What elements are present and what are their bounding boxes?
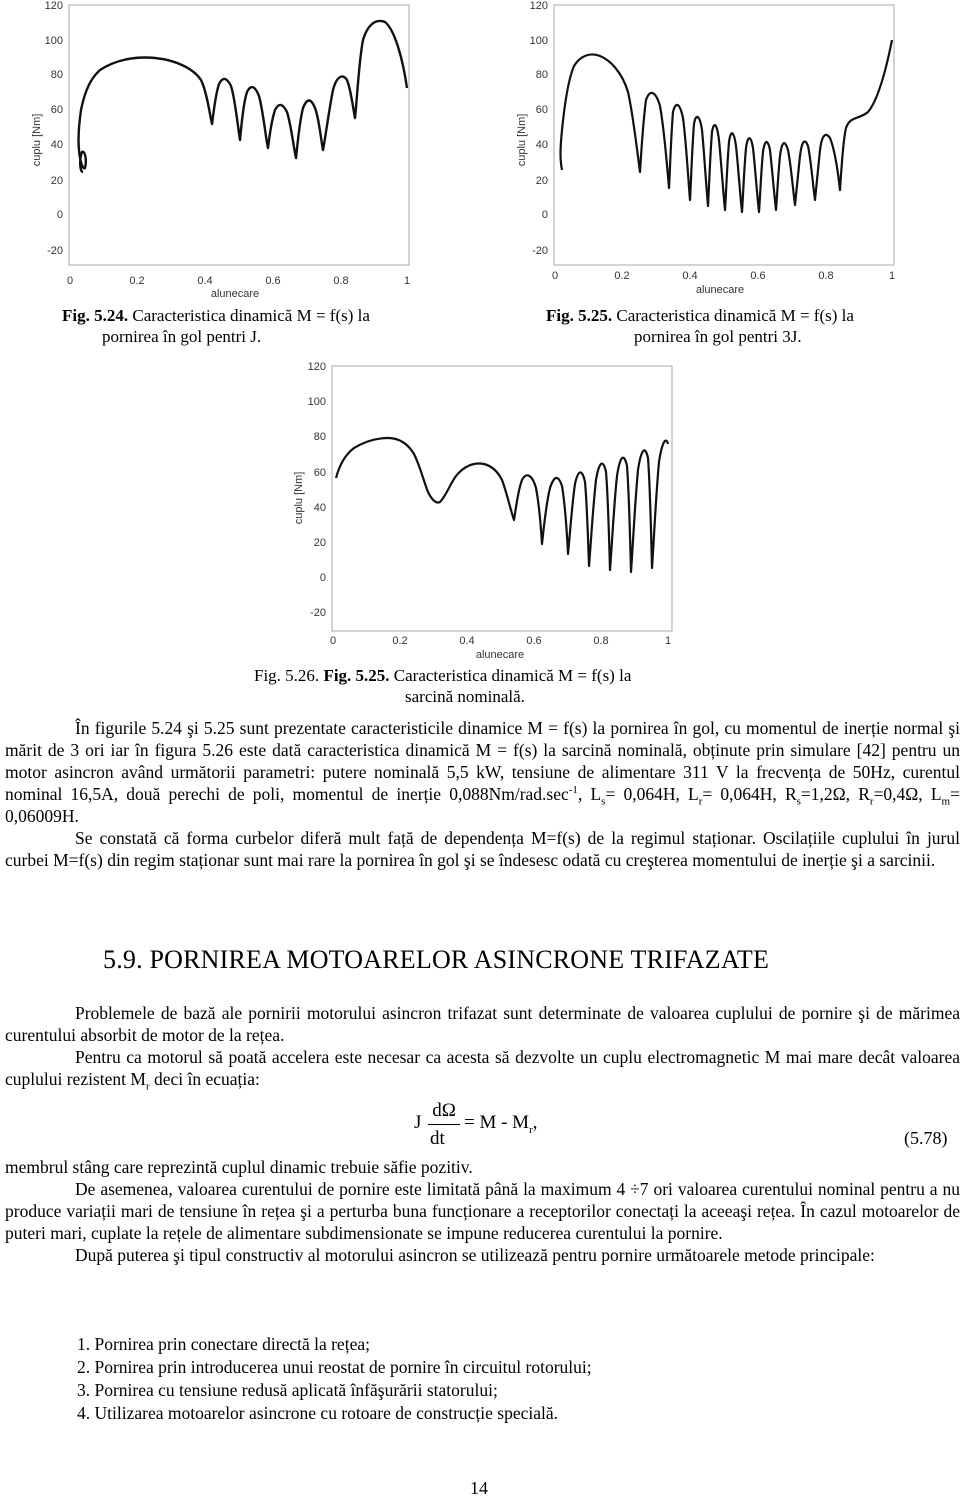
paragraph: Problemele de bază ale pornirii motorului asincron trifazat sunt determinate de valoarea cuplului de pornire şi de mărimea curentului absorbit de motor de la rețea.: [5, 1003, 960, 1045]
y-tick-label: 120: [529, 0, 548, 12]
y-tick-label: 100: [307, 396, 326, 408]
equation-denominator: dt: [430, 1128, 445, 1149]
y-tick-label: 100: [44, 35, 63, 47]
text-run: = 0,064H, R: [702, 784, 797, 804]
caption-text: pornirea în gol pentri 3J.: [634, 327, 802, 346]
text-run: = 0,06009H.: [5, 784, 960, 826]
subscript: s: [796, 795, 801, 808]
x-tick-label: 1: [888, 270, 896, 282]
caption-label: Fig. 5.26.: [254, 666, 324, 685]
y-tick-label: 100: [529, 35, 548, 47]
x-tick-label: 0: [329, 635, 337, 647]
methods-list: [77, 1333, 592, 1425]
y-axis-label: cuplu [Nm]: [31, 113, 43, 167]
section-heading: 5.9. PORNIREA MOTOARELOR ASINCRONE TRIFAZATE: [103, 945, 770, 974]
x-tick-label: 1: [664, 635, 672, 647]
text-run: ,: [532, 1112, 538, 1133]
y-tick-label: 40: [50, 139, 63, 151]
plot-frame: [332, 366, 672, 631]
caption-text: sarcină nominală.: [405, 687, 525, 706]
figure-5-25-caption: [546, 305, 854, 347]
y-tick-label: 0: [319, 572, 326, 584]
x-tick-label: 0.2: [392, 635, 408, 647]
y-ticks: [530, 0, 548, 257]
list-item: 1. Pornirea prin conectare directă la rețea;: [77, 1334, 370, 1354]
y-tick-label: 80: [313, 431, 326, 443]
y-axis-label: cuplu [Nm]: [516, 113, 528, 167]
text-run: = M - M: [464, 1112, 530, 1133]
paragraph: membrul stâng care reprezintă cuplul dinamic trebuie săfie pozitiv.: [5, 1157, 473, 1177]
torque-curve: [336, 438, 668, 572]
subscript: r: [145, 1080, 150, 1093]
y-ticks: [45, 0, 63, 257]
body-text-block-3: [5, 1156, 960, 1266]
fraction-bar: [428, 1124, 460, 1125]
x-tick-label: 0.2: [129, 275, 145, 287]
page-number: 14: [470, 1478, 488, 1498]
text-run: = 0,064H, L: [605, 784, 699, 804]
y-tick-label: 60: [313, 467, 326, 479]
figure-5-24-caption: [62, 305, 370, 347]
torque-curve: [79, 21, 407, 172]
y-tick-label: 20: [535, 175, 548, 187]
x-tick-label: 0.6: [526, 635, 542, 647]
y-tick-label: 60: [535, 104, 548, 116]
x-axis-label: alunecare: [475, 649, 525, 661]
text-run: deci în ecuația:: [149, 1069, 260, 1089]
text-run: Pentru ca motorul să poată accelera este necesar ca acesta să dezvolte un cuplu electromagnetic M mai mare decât valoarea cuplului rezistent M: [5, 1047, 960, 1089]
y-tick-label: 80: [535, 69, 548, 81]
list-item: 2. Pornirea prin introducerea unui reostat de pornire în circuitul rotorului;: [77, 1357, 592, 1377]
paragraph: [5, 717, 960, 827]
y-ticks: [308, 361, 326, 619]
caption-label: Fig. 5.25.: [546, 306, 613, 325]
x-ticks: [330, 635, 671, 647]
x-tick-label: 0.8: [333, 275, 349, 287]
y-tick-label: 120: [307, 361, 326, 373]
x-axis-label: alunecare: [210, 288, 260, 300]
equation-numerator: dΩ: [432, 1100, 456, 1121]
figure-5-24-chart: [25, 0, 420, 300]
x-tick-label: 0.4: [682, 270, 698, 282]
x-ticks: [552, 270, 895, 282]
x-tick-label: 0.6: [750, 270, 766, 282]
equation-rhs: [464, 1112, 538, 1134]
caption-text: Caracteristica dinamică M = f(s) la: [612, 306, 854, 325]
text-run: =1,2Ω, R: [800, 784, 870, 804]
body-text-block-2: [5, 1002, 960, 1093]
x-axis-label: alunecare: [695, 284, 745, 296]
text-run: În figurile 5.24 şi 5.25 sunt prezentate caracteristicile dinamice M = f(s) la pornirea în gol, cu momentul de inerție normal şi mărit de 3 ori iar în figura 5.26 este dată caracteristica dinamică M = f(s) la sarcină nominală, obținute prin simulare [42] pentru un motor asincron având următorii parametri: putere nominală 5,5 kW, tensiune de alimentare 311 V la frecvența de 50Hz, curentul nominal 16,5A, două perechi de poli, momentul de inerție 0,088Nm/rad.sec: [5, 718, 960, 804]
list-item: 4. Utilizarea motoarelor asincrone cu rotoare de construcție specială.: [77, 1403, 559, 1423]
x-tick-label: 0: [551, 270, 559, 282]
equation-number: (5.78): [904, 1128, 948, 1148]
x-tick-label: 0.4: [197, 275, 213, 287]
caption-text: Caracteristica dinamică M = f(s) la: [389, 666, 632, 685]
y-tick-label: 60: [50, 104, 63, 116]
y-axis-label: cuplu [Nm]: [293, 471, 305, 525]
caption-text: Caracteristica dinamică M = f(s) la: [128, 306, 370, 325]
x-tick-label: 0.8: [818, 270, 834, 282]
list-item: 3. Pornirea cu tensiune redusă aplicată înfăşurării statorului;: [77, 1380, 498, 1400]
paragraph: După puterea şi tipul constructiv al motorului asincron se utilizează pentru pornire următoarele metode principale:: [75, 1245, 875, 1265]
caption-text: pornirea în gol pentri J.: [102, 327, 262, 346]
x-tick-label: 0.6: [265, 275, 281, 287]
subscript: r: [529, 1123, 533, 1136]
x-tick-label: 0.8: [593, 635, 609, 647]
y-tick-label: 40: [313, 502, 326, 514]
subscript: r: [698, 795, 703, 808]
y-tick-label: 0: [56, 209, 63, 221]
figure-5-25-chart: [510, 0, 905, 300]
text-run: =0,4Ω, L: [873, 784, 942, 804]
x-tick-label: 0.4: [459, 635, 475, 647]
caption-label: Fig. 5.24.: [62, 306, 129, 325]
subscript: s: [601, 795, 606, 808]
x-tick-label: 0: [66, 275, 74, 287]
y-tick-label: 80: [50, 69, 63, 81]
y-tick-label: -20: [532, 245, 548, 257]
equation-j: J: [414, 1112, 422, 1133]
paragraph: [5, 1046, 960, 1093]
torque-curve: [561, 40, 893, 212]
figure-5-26-caption: [254, 665, 631, 707]
body-text-block-1: [5, 717, 960, 871]
y-tick-label: 20: [313, 537, 326, 549]
y-tick-label: -20: [47, 245, 63, 257]
y-tick-label: -20: [310, 607, 326, 619]
figure-5-26-chart: [270, 358, 690, 663]
subscript: r: [869, 795, 874, 808]
paragraph: De asemenea, valoarea curentului de pornire este limitată până la maximum 4 ÷7 ori valoarea curentului nominal pentru a nu produce variații mari de tensiune în rețea şi a perturba buna funcționare a receptorilor conectați la aceeaşi rețea. În cazul motoarelor de puteri mari, cuplate la rețele de alimentare subdimensionate se impune reducerea curentului la pornire.: [5, 1179, 960, 1243]
x-tick-label: 0.2: [614, 270, 630, 282]
subscript: m: [941, 795, 951, 808]
superscript: -1: [568, 784, 578, 797]
paragraph: Se constată că forma curbelor diferă mult față de dependența M=f(s) de la regimul staționar. Oscilațiile cuplului în jurul curbei M=f(s) din regim staționar sunt mai rare la pornirea în gol şi se îndesesc odată cu creşterea momentului de inerție şi a sarcinii.: [5, 828, 960, 870]
x-tick-label: 1: [403, 275, 411, 287]
caption-label: Fig. 5.25.: [323, 666, 390, 685]
y-tick-label: 0: [541, 209, 548, 221]
x-ticks: [67, 275, 410, 287]
y-tick-label: 40: [535, 139, 548, 151]
text-run: , L: [577, 784, 602, 804]
y-tick-label: 20: [50, 175, 63, 187]
plot-frame: [554, 5, 894, 265]
y-tick-label: 120: [44, 0, 63, 12]
